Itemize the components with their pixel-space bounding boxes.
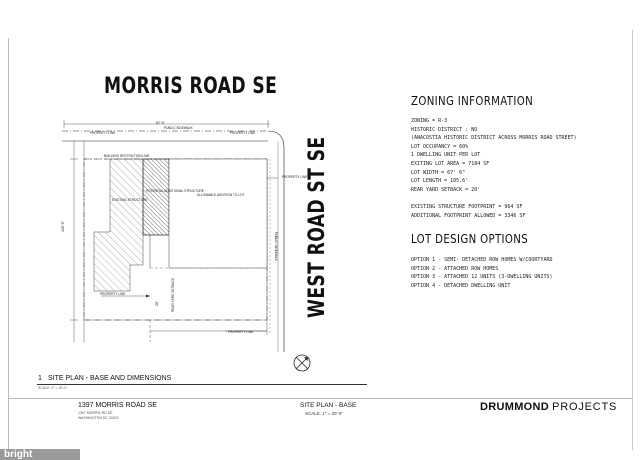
property-line-label-top-left: PROPERTY LINE — [90, 131, 116, 135]
existing-structure-label: EXISTING STRUCTURE — [112, 198, 148, 202]
address-sub-line: WASHINGTON DC 20020 — [78, 415, 119, 420]
front-street-label: MORRIS ROAD SE — [104, 74, 278, 99]
watermark-badge: bright — [0, 449, 80, 460]
lot-design-options-block — [411, 232, 626, 290]
drawing-number: 1 — [38, 375, 42, 382]
public-sidewalk-label: PUBLIC SIDEWALK — [164, 126, 193, 130]
zoning-line: ZONING = R-3 — [411, 118, 448, 124]
sheet-scale: SCALE: 1" = 20'-0" — [305, 411, 343, 416]
side-sidewalk-label: PUBLIC SIDEWALK — [274, 232, 278, 261]
zoning-line: 1 DWELLING UNIT PER LOT — [411, 152, 481, 159]
zoning-line: EXITING LOT AREA = 7184 SF — [411, 160, 490, 167]
zoning-line: REAR YARD SETBACK = 20' — [411, 186, 481, 193]
zoning-line: LOT LENGTH = 105.6' — [411, 178, 469, 185]
property-line-label-right: PROPERTY LINE — [282, 175, 308, 179]
sheet-title: SITE PLAN - BASE — [300, 402, 357, 409]
rear-yard-label: REAR YARD SETBACK — [171, 277, 175, 312]
allowable-addition-label: ALLOWABLE ADDITION TO LOT — [197, 193, 245, 197]
property-line-label-rear-left: PROPERTY LINE — [100, 292, 126, 296]
zoning-line: HISTORIC DISTRICT : NO — [411, 126, 478, 133]
zoning-line: (ANACOSTIA HISTORIC DISTRICT ACROSS MORRIS ROAD STREET) — [411, 135, 577, 142]
property-line-label-top-right: PROPERTY LINE — [230, 131, 256, 135]
firm-name-bold: DRUMMOND — [480, 401, 550, 413]
lot-design-option: OPTION 3 - ATTACHED 12 UNITS (3-DWELLING UNITS) — [411, 274, 553, 281]
address-sub-line: 1397 MORRIS RD SE — [78, 411, 113, 415]
zoning-line: LOT OCCUPANCY = 60% — [411, 143, 469, 150]
depth-dimension-label: 105' 6" — [61, 221, 65, 232]
project-address-sub — [78, 411, 119, 420]
property-line-label-rear-right: PROPERTY LINE — [228, 330, 254, 334]
setback-dimension-label: 20' — [155, 301, 159, 306]
firm-name-light: PROJECTS — [552, 401, 618, 413]
zoning-information-block — [411, 94, 621, 221]
project-address: 1397 MORRIS ROAD SE — [78, 402, 157, 409]
footprint-line: ADDITIONAL FOOTPRINT ALLOWED = 3346 SF — [411, 212, 526, 219]
front-dimension-label: 67' 6" — [156, 121, 165, 125]
zoning-line: LOT WIDTH = 67' 6" — [411, 169, 466, 176]
caption-underline — [37, 384, 367, 385]
potential-structure-label: POTENTIAL ADDITIONAL STRUCTURE — [146, 189, 204, 193]
lot-design-option: OPTION 2 - ATTACHED ROW HOMES — [411, 265, 499, 272]
north-arrow-icon — [294, 355, 310, 371]
drawing-caption: SITE PLAN - BASE AND DIMENSIONS — [48, 375, 172, 382]
firm-logo — [480, 401, 617, 413]
lot-design-option: OPTION 4 - DETACHED DWELLING UNIT — [411, 282, 511, 289]
building-restriction-label: BUILDING RESTRICTION LINE — [104, 154, 150, 158]
footprint-line: EXISTING STRUCTURE FOOTPRINT = 964 SF — [411, 204, 523, 211]
lot-design-option: OPTION 1 - SEMI- DETACHED ROW HOMES W/COURTYARD — [411, 257, 553, 263]
lot-design-heading: LOT DESIGN OPTIONS — [411, 232, 529, 246]
zoning-heading: ZONING INFORMATION — [411, 94, 534, 108]
drawing-scale: SCALE: 1" = 20'-0" — [38, 386, 68, 390]
title-block-divider — [8, 398, 632, 399]
side-street-label: WEST ROAD ST SE — [305, 136, 330, 318]
